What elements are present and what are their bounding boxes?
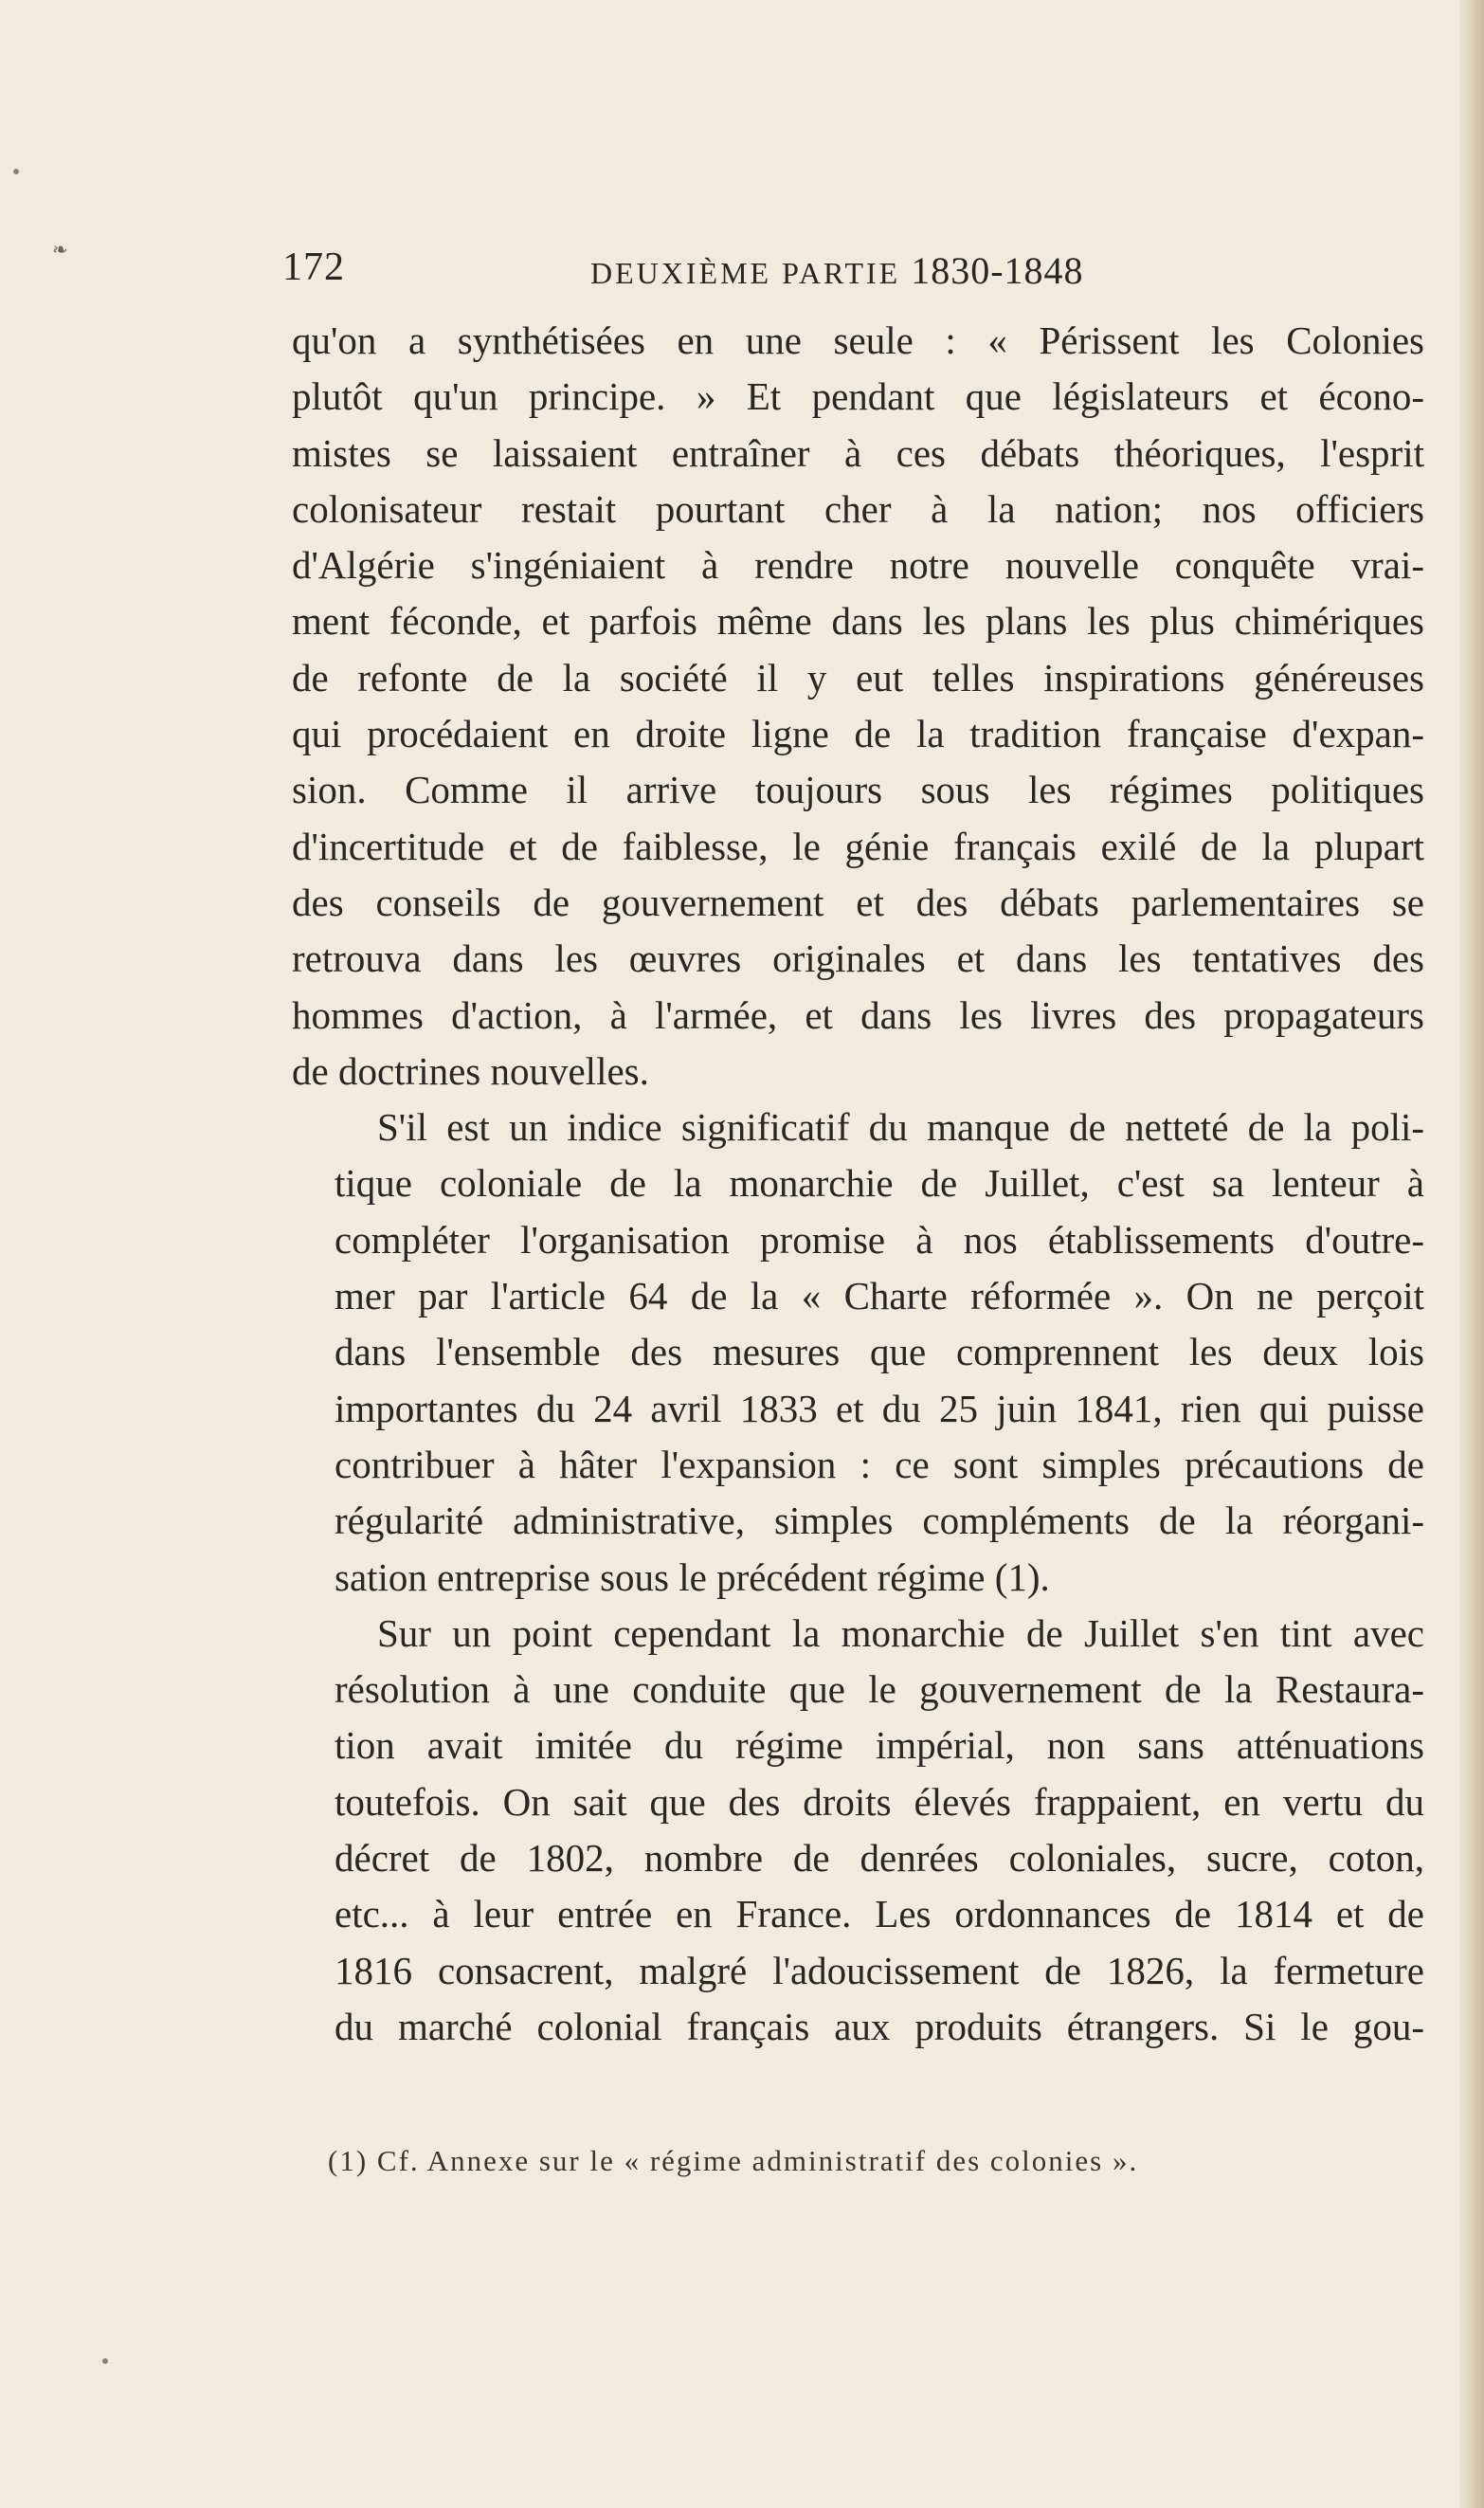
page-number: 172 [282,245,345,289]
page-header [282,245,1423,292]
text-line: compléter l'organisation promise à nos établissements d'outre- [335,1217,1424,1262]
text-line: sation entreprise sous le précédent régime (1). [335,1554,1050,1599]
paragraph-3 [292,1606,1424,2055]
text-line: mistes se laissaient entraîner à ces débats théoriques, l'esprit [292,430,1424,475]
text-line: importantes du 24 avril 1833 et du 25 juin 1841, rien qui puisse [335,1386,1424,1430]
text-line: régularité administrative, simples compléments de la réorgani- [335,1499,1424,1543]
text-line: plutôt qu'un principe. » Et pendant que législateurs et écono- [292,374,1424,419]
paragraph-2 [292,1100,1424,1606]
text-line: résolution à une conduite que le gouvernement de la Restaura- [335,1667,1424,1712]
text-line: qui procédaient en droite ligne de la tradition française d'expan- [292,712,1424,756]
text-line: tion avait imitée du régime impérial, non sans atténuations [335,1723,1424,1768]
running-head [590,248,1084,293]
text-line: qu'on a synthétisées en une seule : « Périssent les Colonies [292,318,1424,362]
body-text [292,313,1424,2055]
page-edge [1459,0,1484,2508]
text-line: etc... à leur entrée en France. Les ordonnances de 1814 et de [335,1892,1424,1936]
text-line: ment féconde, et parfois même dans les plans les plus chimériques [292,599,1424,644]
text-line: contribuer à hâter l'expansion : ce sont simples précautions de [335,1442,1424,1486]
text-line: 1816 consacrent, malgré l'adoucissement de 1826, la fermeture [335,1948,1424,1992]
text-line: d'Algérie s'ingéniaient à rendre notre nouvelle conquête vrai- [292,543,1424,588]
text-line: hommes d'action, à l'armée, et dans les livres des propagateurs [292,992,1424,1037]
text-line: tique coloniale de la monarchie de Juillet, c'est sa lenteur à [335,1161,1424,1206]
text-line: des conseils de gouvernement et des débats parlementaires se [292,880,1424,924]
text-line: mer par l'article 64 de la « Charte réformée ». On ne perçoit [335,1274,1424,1318]
text-line: du marché colonial français aux produits étrangers. Si le gou- [335,2004,1424,2048]
text-line: de doctrines nouvelles. [292,1048,649,1093]
running-head-years: 1830-1848 [911,249,1084,292]
text-line: colonisateur restait pourtant cher à la nation; nos officiers [292,486,1424,531]
footnote: (1) Cf. Annexe sur le « régime administratif des colonies ». [328,2144,1139,2177]
text-line: Sur un point cependant la monarchie de Juillet s'en tint avec [377,1610,1424,1655]
text-line: sion. Comme il arrive toujours sous les régimes politiques [292,768,1424,812]
text-line: S'il est un indice significatif du manque de netteté de la poli- [377,1105,1424,1150]
text-line: décret de 1802, nombre de denrées coloniales, sucre, coton, [335,1836,1424,1881]
text-line: de refonte de la société il y eut telles inspirations généreuses [292,655,1424,700]
running-head-title: DEUXIÈME PARTIE [590,256,901,290]
paper-speck [102,2358,108,2364]
text-line: toutefois. On sait que des droits élevés frappaient, en vertu du [335,1779,1424,1824]
paragraph-1 [292,313,1424,1100]
text-line: d'incertitude et de faiblesse, le génie français exilé de la plupart [292,824,1424,868]
printer-ornament-icon: ❧ [52,238,68,261]
paper-speck [13,169,19,174]
text-line: dans l'ensemble des mesures que comprennent les deux lois [335,1330,1424,1374]
text-line: retrouva dans les œuvres originales et dans les tentatives des [292,936,1424,981]
